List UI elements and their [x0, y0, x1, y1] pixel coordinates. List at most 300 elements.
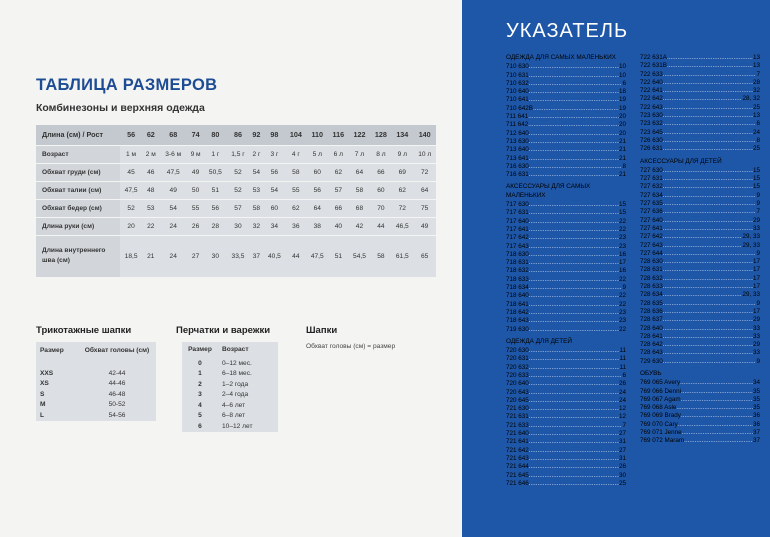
leader-dots [663, 208, 757, 216]
index-entry [506, 276, 626, 284]
leader-dots [663, 333, 753, 341]
leader-dots [663, 95, 743, 103]
size-cell: 5 [198, 412, 202, 420]
row-label: Обхват бедер (см) [36, 199, 120, 217]
leader-dots [529, 163, 623, 171]
leader-dots [678, 421, 753, 429]
leader-dots [663, 175, 753, 183]
page-number: 20 [618, 129, 626, 137]
page-number: 28 [752, 78, 760, 86]
index-entry [640, 79, 760, 87]
page-number: 23 [618, 242, 626, 250]
page-number: 17 [752, 283, 760, 291]
page-number: 26 [618, 463, 626, 471]
table-cell: 2 г [250, 145, 264, 163]
index-entry [506, 88, 626, 96]
index-entry [640, 120, 760, 128]
article-code: 728 634 [640, 291, 663, 299]
article-code: 718 642 [506, 308, 529, 316]
table-row [36, 235, 436, 277]
page-number: 9 [756, 191, 760, 199]
leader-dots [529, 447, 619, 455]
article-code: 721 640 [506, 430, 529, 438]
size-cell: XXS [40, 369, 54, 377]
index-entry [640, 62, 760, 70]
table-cell: 69 [391, 163, 413, 181]
index-entry [640, 429, 760, 437]
index-entry [506, 430, 626, 438]
leader-dots [529, 397, 619, 405]
index-entry [640, 266, 760, 274]
section-subtitle: Комбинезоны и верхняя одежда [36, 102, 205, 114]
article-code: 723 630 [640, 112, 663, 120]
row-label: Длина внутреннего шва (см) [36, 235, 120, 277]
caps-title: Шапки [306, 325, 338, 336]
index-entry [506, 72, 626, 80]
page-number: 33 [752, 349, 760, 357]
page-number: 7 [622, 421, 626, 429]
index-category: ОБУВЬ [640, 369, 662, 377]
index-entry [640, 71, 760, 79]
index-entry [640, 300, 760, 308]
article-code: 769 068 Asle [640, 404, 677, 412]
article-code: 720 632 [506, 363, 529, 371]
leader-dots [529, 380, 619, 388]
article-code: 769 067 Agam [640, 395, 681, 403]
index-entry [506, 463, 626, 471]
leader-dots [663, 258, 753, 266]
value-cell: 4–6 лет [222, 401, 246, 409]
table-cell: 68 [159, 125, 186, 145]
index-entry [640, 200, 760, 208]
table-cell: 64 [348, 163, 370, 181]
leader-dots [528, 113, 619, 121]
article-code: 720 640 [506, 380, 529, 388]
table-row [36, 410, 156, 421]
index-entry [506, 292, 626, 300]
table-cell: 55 [187, 199, 204, 217]
leader-dots [663, 112, 753, 120]
article-code: 717 630 [506, 201, 529, 209]
page-number: 22 [618, 300, 626, 308]
page-number: 7 [756, 208, 760, 216]
index-entry [640, 316, 760, 324]
article-code: 718 630 [506, 250, 529, 258]
index-entry [506, 317, 626, 325]
page-number: 13 [752, 62, 760, 70]
page-number: 33 [752, 324, 760, 332]
value-cell: 2–4 года [222, 391, 249, 399]
page-number: 25 [618, 479, 626, 487]
value-cell: 42-44 [108, 369, 126, 377]
table-cell: 4 г [285, 145, 306, 163]
table-cell: 122 [348, 125, 370, 145]
article-code: 721 631 [506, 413, 529, 421]
article-code: 722 633 [640, 70, 663, 78]
page-number: 27 [618, 446, 626, 454]
index-entry [506, 155, 626, 163]
article-code: 710 632 [506, 79, 529, 87]
table-cell: 30 [204, 235, 226, 277]
value-cell: 50-52 [108, 401, 126, 409]
leader-dots [529, 355, 620, 363]
leader-dots [529, 80, 623, 88]
table-cell: 46 [142, 163, 159, 181]
page-number: 25 [752, 145, 760, 153]
index-entry [506, 209, 626, 217]
leader-dots [667, 62, 753, 70]
table-cell: 74 [187, 125, 204, 145]
leader-dots [681, 388, 753, 396]
index-entry [640, 333, 760, 341]
table-cell: 47,5 [120, 181, 142, 199]
article-code: 728 637 [640, 316, 663, 324]
leader-dots [663, 87, 753, 95]
index-entry [640, 437, 760, 445]
table-cell: 46,5 [391, 217, 413, 235]
table-cell: 66 [371, 163, 392, 181]
leader-dots [529, 155, 619, 163]
page-number: 35 [752, 387, 760, 395]
index-entry [640, 291, 760, 299]
outerwear-size-table [36, 125, 436, 278]
article-code: 710 630 [506, 63, 529, 71]
article-code: 722 631A [640, 54, 667, 61]
index-entry [506, 372, 626, 380]
page-number: 22 [618, 217, 626, 225]
page-number: 8 [622, 162, 626, 170]
article-code: 721 630 [506, 405, 529, 413]
page-number: 7 [756, 70, 760, 78]
table-cell: 134 [391, 125, 413, 145]
leader-dots [529, 88, 619, 96]
leader-dots [663, 129, 753, 137]
leader-dots [529, 364, 620, 372]
article-code: 710 640 [506, 88, 529, 96]
page-number: 10 [618, 63, 626, 71]
leader-dots [681, 412, 753, 420]
table-cell: 2 м [142, 145, 159, 163]
leader-dots [529, 226, 619, 234]
size-cell: L [40, 411, 45, 419]
article-code: 718 641 [506, 300, 529, 308]
page-number: 22 [618, 275, 626, 283]
table-cell: 49 [413, 217, 436, 235]
table-cell: 1 м [120, 145, 142, 163]
table-cell: 92 [250, 125, 264, 145]
table-cell: 64 [413, 181, 436, 199]
size-cell: M [40, 401, 46, 409]
size-cell: 6 [198, 422, 202, 430]
leader-dots [663, 316, 753, 324]
leader-dots [663, 71, 757, 79]
table-cell: 20 [120, 217, 142, 235]
table-cell: 18,5 [120, 235, 142, 277]
article-code: 729 630 [640, 357, 663, 365]
knit-hats-size-table [36, 342, 156, 421]
leader-dots [529, 218, 619, 226]
table-cell: 34 [263, 217, 285, 235]
page-number: 15 [618, 209, 626, 217]
table-cell: 9 м [187, 145, 204, 163]
row-label: Длина (см) / Рост [36, 125, 120, 145]
caps-note: Обхват головы (см) = размер [306, 343, 396, 350]
page-number: 37 [752, 429, 760, 437]
table-cell: 26 [187, 217, 204, 235]
page-number: 17 [752, 274, 760, 282]
index-entry [506, 472, 626, 480]
table-cell: 7 л [348, 145, 370, 163]
table-cell: 52 [226, 181, 249, 199]
leader-dots [529, 292, 619, 300]
article-code: 721 646 [506, 479, 529, 487]
leader-dots [663, 120, 757, 128]
leader-dots [529, 259, 619, 267]
article-code: 769 066 Denni [640, 387, 681, 395]
article-code: 726 630 [640, 136, 663, 144]
index-entry [640, 175, 760, 183]
leader-dots [529, 284, 623, 292]
page-number: 9 [756, 249, 760, 257]
index-entry [640, 308, 760, 316]
leader-dots [529, 463, 619, 471]
table-cell: 53 [250, 181, 264, 199]
leader-dots [663, 233, 743, 241]
article-code: 721 643 [506, 454, 529, 462]
index-entry [506, 301, 626, 309]
index-entry [506, 113, 626, 121]
table-cell: 9 л [391, 145, 413, 163]
page-number: 35 [752, 404, 760, 412]
article-code: 769 069 Brady [640, 412, 681, 420]
article-code: 722 631B [640, 62, 667, 70]
table-row [36, 368, 156, 379]
index-entry [640, 192, 760, 200]
article-code: 721 642 [506, 446, 529, 454]
page-number: 22 [618, 292, 626, 300]
size-cell: 3 [198, 391, 202, 399]
index-entry [506, 405, 626, 413]
index-entry [640, 325, 760, 333]
page-number: 37 [752, 437, 760, 445]
table-cell: 62 [328, 163, 348, 181]
page-number: 29 [752, 216, 760, 224]
index-entry [506, 455, 626, 463]
page-title: ТАБЛИЦА РАЗМЕРОВ [36, 76, 218, 94]
article-code: 718 643 [506, 317, 529, 325]
page-number: 19 [618, 104, 626, 112]
table-cell: 56 [263, 163, 285, 181]
value-cell: 1–2 года [222, 380, 249, 388]
table-row [36, 163, 436, 181]
leader-dots [663, 308, 753, 316]
article-code: 711 642 [506, 121, 529, 129]
index-entry [506, 480, 626, 488]
leader-dots [663, 242, 743, 250]
index-column-1 [506, 54, 626, 488]
table-cell: 24 [159, 217, 186, 235]
index-entry [640, 104, 760, 112]
page-number: 23 [618, 308, 626, 316]
article-code: 723 645 [640, 128, 663, 136]
article-code: 727 632 [640, 183, 663, 191]
table-cell: 57 [328, 181, 348, 199]
page-number: 17 [618, 259, 626, 267]
index-entry [640, 396, 760, 404]
table-cell: 32 [250, 217, 264, 235]
leader-dots [663, 104, 753, 112]
leader-dots [663, 349, 753, 357]
leader-dots [663, 183, 753, 191]
table-row [36, 145, 436, 163]
index-entry [506, 171, 626, 179]
leader-dots [663, 300, 757, 308]
index-column-2 [640, 54, 760, 446]
article-code: 720 633 [506, 371, 529, 379]
page-number: 20 [618, 113, 626, 121]
page-number: 24 [618, 388, 626, 396]
table-row [182, 411, 278, 422]
article-code: 723 632 [640, 120, 663, 128]
page-number: 13 [752, 112, 760, 120]
table-cell: 56 [306, 181, 328, 199]
leader-dots [663, 250, 757, 258]
leader-dots [529, 276, 619, 284]
table-cell: 40,5 [263, 235, 285, 277]
value-cell: 10–12 лет [222, 422, 253, 430]
table-cell: 56 [120, 125, 142, 145]
index-entry [506, 284, 626, 292]
table-cell: 65 [413, 235, 436, 277]
leader-dots [529, 96, 619, 104]
page-number: 31 [618, 454, 626, 462]
leader-dots [663, 137, 757, 145]
index-entry [506, 347, 626, 355]
leader-dots [529, 326, 619, 334]
index-entry [640, 137, 760, 145]
table-cell: 47,5 [159, 163, 186, 181]
index-entry [506, 309, 626, 317]
table-row [182, 400, 278, 411]
index-entry [506, 380, 626, 388]
table-row [182, 421, 278, 432]
leader-dots [529, 389, 619, 397]
table-cell: 33,5 [226, 235, 249, 277]
article-code: 720 630 [506, 347, 529, 355]
page-number: 15 [618, 201, 626, 209]
leader-dots [529, 171, 619, 179]
table-cell: 21 [142, 235, 159, 277]
page-number: 9 [622, 284, 626, 292]
leader-dots [663, 341, 753, 349]
page-number: 20 [618, 121, 626, 129]
leader-dots [529, 422, 623, 430]
article-code: 712 640 [506, 129, 529, 137]
table-cell: 54 [159, 199, 186, 217]
page-number: 23 [618, 317, 626, 325]
table-cell: 66 [328, 199, 348, 217]
page-number: 12 [618, 413, 626, 421]
article-code: 718 640 [506, 292, 529, 300]
index-entry [506, 422, 626, 430]
article-code: 728 640 [640, 324, 663, 332]
leader-dots [529, 480, 619, 488]
page-number: 16 [618, 250, 626, 258]
row-label: Обхват талии (см) [36, 181, 120, 199]
index-entry [506, 96, 626, 104]
article-code: 727 642 [640, 233, 663, 241]
table-cell: 54,5 [348, 235, 370, 277]
page-number: 11 [619, 363, 626, 371]
table-cell: 58 [250, 199, 264, 217]
article-code: 727 630 [640, 166, 663, 174]
index-entry [506, 243, 626, 251]
index-entry [640, 404, 760, 412]
page-number: 9 [756, 299, 760, 307]
table-row [182, 358, 278, 369]
table-row [182, 379, 278, 390]
leader-dots [529, 243, 619, 251]
article-code: 717 642 [506, 234, 529, 242]
index-entry [506, 267, 626, 275]
page-number: 15 [752, 175, 760, 183]
table-cell: 72 [413, 163, 436, 181]
leader-dots [663, 192, 757, 200]
leader-dots [663, 167, 753, 175]
article-code: 717 641 [506, 225, 529, 233]
page-number: 12 [618, 405, 626, 413]
article-code: 716 630 [506, 162, 529, 170]
index-entry [640, 412, 760, 420]
table-row [36, 379, 156, 390]
page-number: 17 [752, 266, 760, 274]
article-code: 728 643 [640, 349, 663, 357]
table-cell: 24 [159, 235, 186, 277]
row-label: Возраст [36, 145, 120, 163]
index-entry [640, 421, 760, 429]
table-row [36, 125, 436, 145]
gloves-size-table [182, 342, 278, 432]
index-entry [640, 275, 760, 283]
size-cell: XS [40, 380, 49, 388]
table-cell: 62 [391, 181, 413, 199]
page-number: 36 [752, 420, 760, 428]
leader-dots [529, 430, 619, 438]
table-cell: 53 [142, 199, 159, 217]
leader-dots [529, 138, 619, 146]
table-cell: 68 [348, 199, 370, 217]
table-cell: 8 л [371, 145, 392, 163]
page-number: 27 [618, 430, 626, 438]
leader-dots [663, 225, 753, 233]
index-entry [640, 129, 760, 137]
leader-dots [529, 209, 619, 217]
index-entry [640, 388, 760, 396]
table-cell: 64 [306, 199, 328, 217]
page-number: 15 [752, 183, 760, 191]
size-cell: 4 [198, 401, 202, 409]
table-cell: 140 [413, 125, 436, 145]
header-cell: Размер [188, 346, 212, 353]
index-entry [640, 258, 760, 266]
index-entry [506, 218, 626, 226]
header-cell: Возраст [222, 346, 249, 353]
index-entry [506, 438, 626, 446]
article-code: 721 645 [506, 471, 529, 479]
article-code: 769 065 Avery [640, 379, 681, 387]
index-entry [640, 250, 760, 258]
article-code: 769 070 Cary [640, 420, 678, 428]
